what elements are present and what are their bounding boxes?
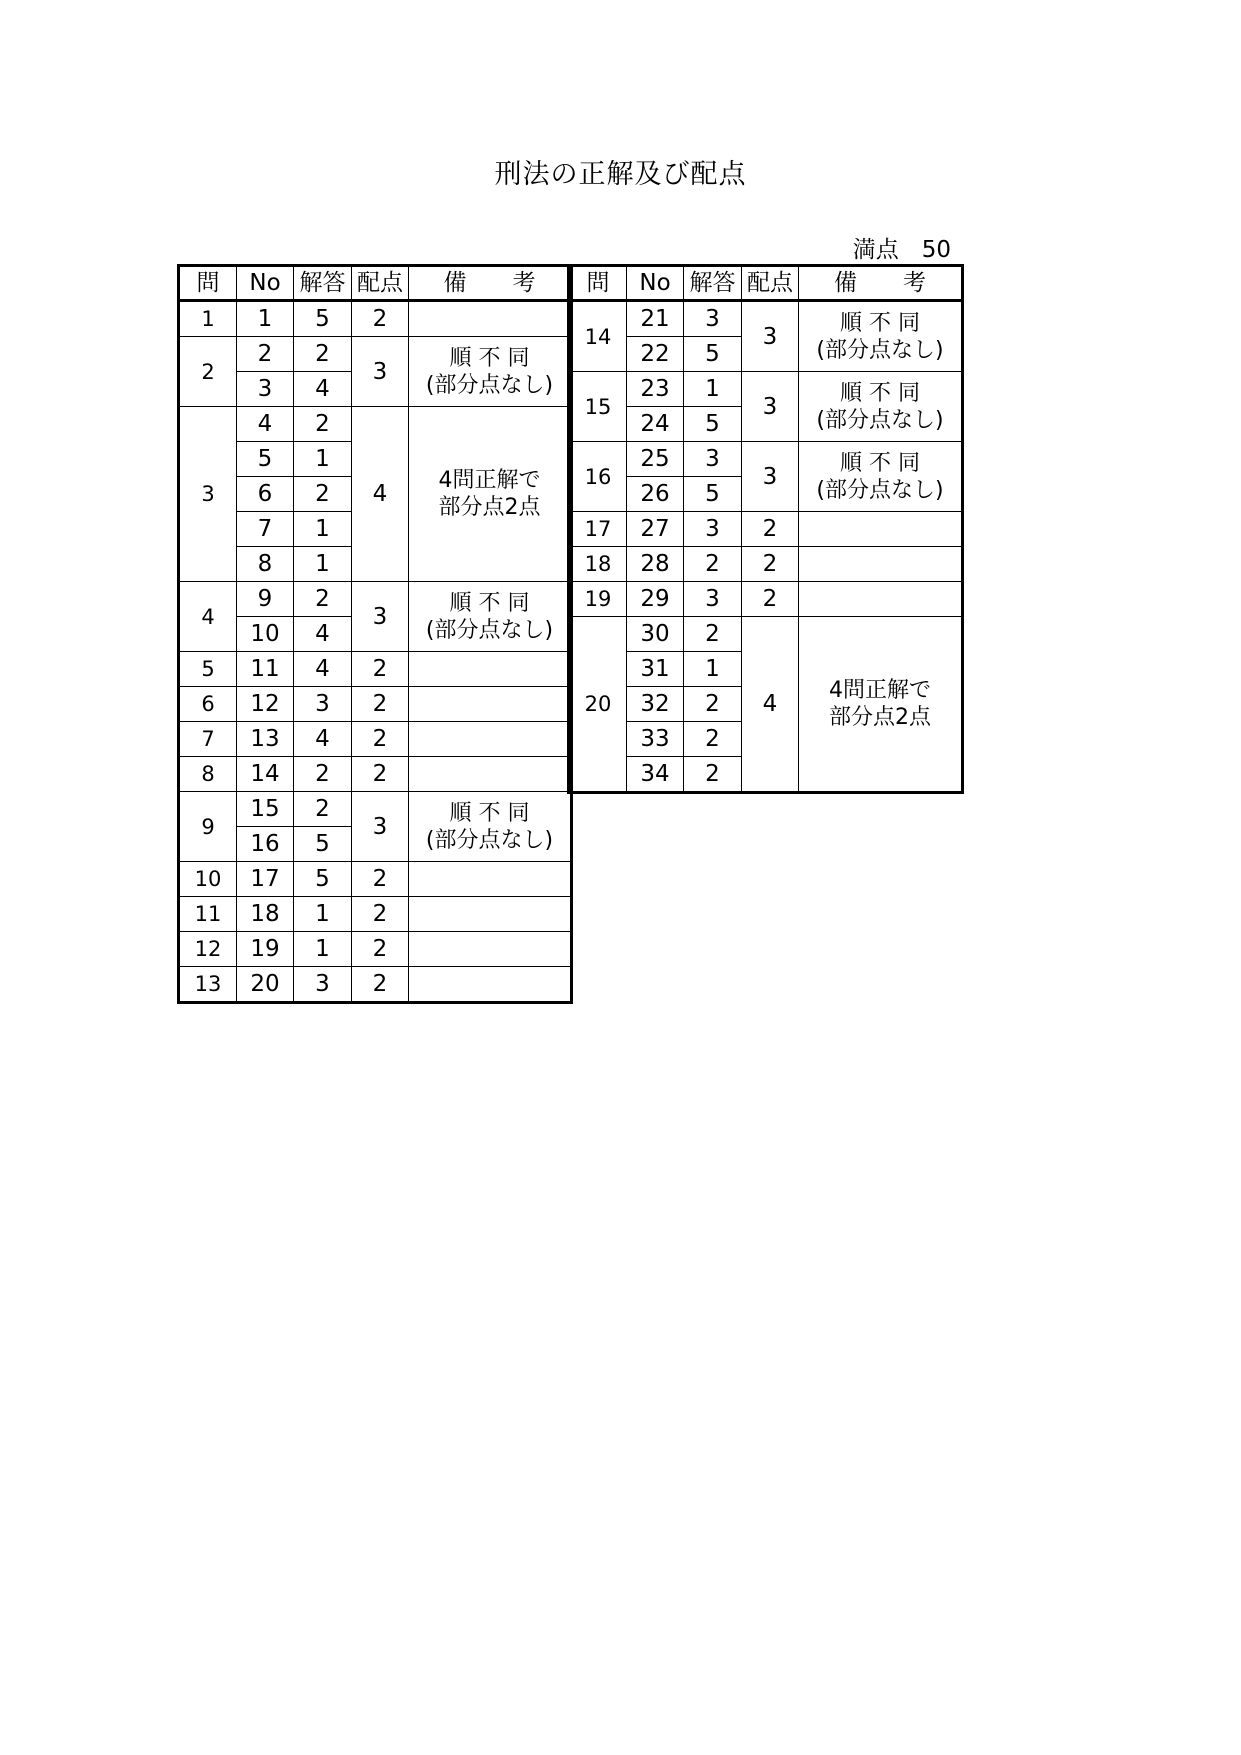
header-number: No xyxy=(237,266,294,301)
points-value: 2 xyxy=(352,722,409,757)
item-number: 20 xyxy=(237,967,294,1003)
remark-cell xyxy=(409,582,572,652)
item-number: 6 xyxy=(237,477,294,512)
table-row xyxy=(569,442,963,477)
answer-value: 1 xyxy=(294,897,352,932)
question-number: 5 xyxy=(179,652,237,687)
table-row xyxy=(179,407,572,442)
answer-value: 2 xyxy=(294,792,352,827)
points-value: 4 xyxy=(742,617,799,793)
item-number: 24 xyxy=(627,407,684,442)
remark-line-1: 4問正解で xyxy=(438,468,541,493)
points-value: 2 xyxy=(352,757,409,792)
answer-value: 4 xyxy=(294,652,352,687)
answer-value: 2 xyxy=(684,687,742,722)
item-number: 31 xyxy=(627,652,684,687)
answer-value: 5 xyxy=(684,407,742,442)
item-number: 9 xyxy=(237,582,294,617)
answer-table-right xyxy=(567,264,964,794)
question-number: 2 xyxy=(179,337,237,407)
item-number: 16 xyxy=(237,827,294,862)
remark-cell xyxy=(799,582,963,617)
question-number: 20 xyxy=(569,617,627,793)
item-number: 15 xyxy=(237,792,294,827)
answer-value: 3 xyxy=(684,582,742,617)
points-value: 2 xyxy=(352,687,409,722)
answer-value: 2 xyxy=(684,617,742,652)
header-remarks: 備 考 xyxy=(409,266,572,301)
points-value: 3 xyxy=(742,372,799,442)
item-number: 3 xyxy=(237,372,294,407)
item-number: 28 xyxy=(627,547,684,582)
question-number: 7 xyxy=(179,722,237,757)
question-number: 14 xyxy=(569,301,627,372)
remark-line-2: 部分点2点 xyxy=(829,705,931,730)
points-value: 2 xyxy=(352,862,409,897)
header-answer: 解答 xyxy=(294,266,352,301)
table-row xyxy=(179,687,572,722)
question-number: 12 xyxy=(179,932,237,967)
answer-value: 2 xyxy=(684,722,742,757)
item-number: 2 xyxy=(237,337,294,372)
table-row xyxy=(179,722,572,757)
item-number: 30 xyxy=(627,617,684,652)
answer-value: 4 xyxy=(294,372,352,407)
item-number: 12 xyxy=(237,687,294,722)
remark-cell xyxy=(409,337,572,407)
answer-value: 2 xyxy=(294,477,352,512)
question-number: 11 xyxy=(179,897,237,932)
question-number: 8 xyxy=(179,757,237,792)
answer-value: 2 xyxy=(294,407,352,442)
table-row xyxy=(179,301,572,337)
question-number: 15 xyxy=(569,372,627,442)
answer-value: 5 xyxy=(294,301,352,337)
page-title: 刑法の正解及び配点 xyxy=(494,159,747,190)
answer-table-left xyxy=(177,264,573,1004)
item-number: 13 xyxy=(237,722,294,757)
full-score-label: 満点 50 xyxy=(852,237,951,263)
remark-line-2: (部分点なし) xyxy=(425,617,554,643)
item-number: 33 xyxy=(627,722,684,757)
question-number: 4 xyxy=(179,582,237,652)
answer-value: 2 xyxy=(294,582,352,617)
answer-value: 1 xyxy=(294,547,352,582)
remark-cell xyxy=(409,301,572,337)
remark-cell xyxy=(409,722,572,757)
table-row xyxy=(179,932,572,967)
points-value: 3 xyxy=(352,792,409,862)
item-number: 19 xyxy=(237,932,294,967)
item-number: 14 xyxy=(237,757,294,792)
answer-value: 4 xyxy=(294,617,352,652)
remark-cell xyxy=(409,932,572,967)
item-number: 27 xyxy=(627,512,684,547)
answer-value: 2 xyxy=(684,757,742,793)
table-row xyxy=(179,652,572,687)
remark-line-2: (部分点なし) xyxy=(425,827,554,853)
points-value: 2 xyxy=(352,967,409,1003)
remark-line-1: 順 不 同 xyxy=(449,590,530,616)
question-number: 6 xyxy=(179,687,237,722)
answer-value: 5 xyxy=(294,827,352,862)
item-number: 26 xyxy=(627,477,684,512)
remark-line-1: 順 不 同 xyxy=(840,450,920,476)
header-number: No xyxy=(627,266,684,301)
remark-line-2: (部分点なし) xyxy=(816,407,944,433)
item-number: 34 xyxy=(627,757,684,793)
remark-cell xyxy=(799,547,963,582)
table-row xyxy=(179,897,572,932)
points-value: 3 xyxy=(352,337,409,407)
remark-cell xyxy=(409,757,572,792)
question-number: 16 xyxy=(569,442,627,512)
header-points: 配点 xyxy=(352,266,409,301)
table-row xyxy=(569,617,963,652)
remark-line-2: (部分点なし) xyxy=(816,477,944,503)
remark-line-1: 4問正解で xyxy=(829,678,931,703)
item-number: 5 xyxy=(237,442,294,477)
table-row xyxy=(179,967,572,1003)
table-row xyxy=(569,547,963,582)
header-points: 配点 xyxy=(742,266,799,301)
question-number: 9 xyxy=(179,792,237,862)
answer-value: 3 xyxy=(684,442,742,477)
item-number: 32 xyxy=(627,687,684,722)
item-number: 1 xyxy=(237,301,294,337)
answer-value: 5 xyxy=(684,477,742,512)
answer-value: 3 xyxy=(684,301,742,337)
remark-cell xyxy=(799,301,963,372)
remark-cell xyxy=(409,687,572,722)
remark-line-1: 順 不 同 xyxy=(449,800,530,826)
item-number: 7 xyxy=(237,512,294,547)
remark-cell xyxy=(409,967,572,1003)
answer-value: 1 xyxy=(684,652,742,687)
remark-line-2: (部分点なし) xyxy=(816,337,944,363)
remark-line-1: 順 不 同 xyxy=(840,380,920,406)
answer-value: 3 xyxy=(294,687,352,722)
item-number: 25 xyxy=(627,442,684,477)
item-number: 11 xyxy=(237,652,294,687)
answer-value: 2 xyxy=(294,757,352,792)
points-value: 2 xyxy=(352,301,409,337)
remark-cell xyxy=(409,897,572,932)
question-number: 3 xyxy=(179,407,237,582)
remark-line-2: 部分点2点 xyxy=(438,495,541,520)
remark-cell xyxy=(409,792,572,862)
points-value: 3 xyxy=(352,582,409,652)
points-value: 2 xyxy=(352,897,409,932)
table-row xyxy=(179,757,572,792)
remark-cell xyxy=(409,652,572,687)
table-row xyxy=(569,372,963,407)
answer-value: 2 xyxy=(684,547,742,582)
item-number: 22 xyxy=(627,337,684,372)
answer-value: 1 xyxy=(294,512,352,547)
remark-line-1: 順 不 同 xyxy=(840,310,920,336)
header-remarks: 備 考 xyxy=(799,266,963,301)
points-value: 2 xyxy=(742,582,799,617)
header-question: 問 xyxy=(179,266,237,301)
points-value: 2 xyxy=(742,547,799,582)
remark-cell xyxy=(409,407,572,582)
answer-value: 2 xyxy=(294,337,352,372)
points-value: 4 xyxy=(352,407,409,582)
question-number: 19 xyxy=(569,582,627,617)
answer-value: 5 xyxy=(294,862,352,897)
item-number: 17 xyxy=(237,862,294,897)
answer-value: 1 xyxy=(294,932,352,967)
question-number: 18 xyxy=(569,547,627,582)
item-number: 21 xyxy=(627,301,684,337)
remark-line-2: (部分点なし) xyxy=(425,372,554,398)
item-number: 29 xyxy=(627,582,684,617)
table-row xyxy=(179,337,572,372)
points-value: 3 xyxy=(742,301,799,372)
points-value: 3 xyxy=(742,442,799,512)
points-value: 2 xyxy=(352,932,409,967)
item-number: 8 xyxy=(237,547,294,582)
answer-value: 3 xyxy=(294,967,352,1003)
header-answer: 解答 xyxy=(684,266,742,301)
answer-value: 1 xyxy=(684,372,742,407)
points-value: 2 xyxy=(352,652,409,687)
question-number: 13 xyxy=(179,967,237,1003)
table-row xyxy=(179,862,572,897)
remark-cell xyxy=(409,862,572,897)
answer-value: 4 xyxy=(294,722,352,757)
table-row xyxy=(179,582,572,617)
header-question: 問 xyxy=(569,266,627,301)
remark-cell xyxy=(799,442,963,512)
question-number: 1 xyxy=(179,301,237,337)
answer-value: 3 xyxy=(684,512,742,547)
table-row xyxy=(569,582,963,617)
item-number: 10 xyxy=(237,617,294,652)
answer-value: 5 xyxy=(684,337,742,372)
item-number: 23 xyxy=(627,372,684,407)
item-number: 18 xyxy=(237,897,294,932)
answer-value: 1 xyxy=(294,442,352,477)
remark-cell xyxy=(799,617,963,793)
question-number: 10 xyxy=(179,862,237,897)
table-row xyxy=(569,512,963,547)
remark-line-1: 順 不 同 xyxy=(449,345,530,371)
item-number: 4 xyxy=(237,407,294,442)
table-row xyxy=(569,301,963,337)
question-number: 17 xyxy=(569,512,627,547)
points-value: 2 xyxy=(742,512,799,547)
table-row xyxy=(179,792,572,827)
remark-cell xyxy=(799,372,963,442)
remark-cell xyxy=(799,512,963,547)
